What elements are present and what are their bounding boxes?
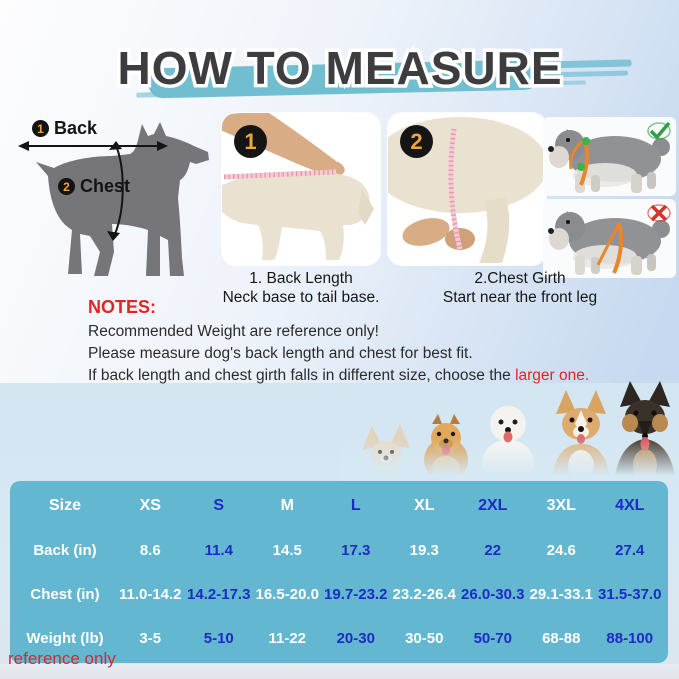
badge-1-icon: 1	[32, 120, 49, 137]
table-header-s: S	[213, 497, 225, 514]
table-cell: 11.4	[204, 541, 233, 559]
table-header-xs: XS	[139, 497, 161, 514]
step-1-caption-line1: 1. Back Length	[249, 270, 353, 287]
table-cell: 19.7-23.2	[324, 585, 388, 603]
table-cell: 11-22	[268, 629, 307, 647]
table-cell: 16.5-20.0	[255, 585, 319, 603]
step-2-caption-line2: Start near the front leg	[442, 289, 598, 306]
harness-wrong-photo	[543, 199, 676, 278]
table-cell: 26.0-30.3	[461, 585, 525, 603]
reference-only-note: reference only	[8, 649, 116, 668]
dogs-fade-overlay	[340, 438, 679, 481]
chest-girth-arrow-icon	[101, 141, 129, 241]
table-cell: 22	[484, 541, 502, 559]
table-cell: 11.0-14.2	[118, 585, 182, 603]
notes-section	[88, 297, 668, 387]
table-header-m: M	[280, 497, 294, 514]
step-1-caption-line2: Neck base to tail base.	[222, 289, 380, 306]
table-cell: 50-70	[473, 629, 512, 647]
table-cell: 24.6	[546, 541, 576, 559]
table-header-xl: XL	[414, 497, 435, 514]
table-cell: 20-30	[336, 629, 375, 647]
table-cell: 14.5	[272, 541, 302, 559]
badge-2-icon: 2	[58, 178, 75, 195]
chest-label-text: Chest	[80, 176, 131, 196]
row-back-label: Back (in)	[33, 541, 97, 559]
table-header-l: L	[350, 497, 361, 514]
step-2-badge: 2	[400, 125, 433, 158]
row-chest-label: Chest (in)	[30, 585, 100, 603]
notes-line-1: Recommended Weight are reference only!	[88, 323, 379, 340]
table-cell: 88-100	[606, 629, 654, 647]
step-2-caption-line1: 2.Chest Girth	[474, 270, 566, 287]
notes-line-2: Please measure dog's back length and chest for best fit.	[88, 345, 473, 362]
table-cell: 19.3	[409, 541, 439, 559]
back-label-text: Back	[54, 118, 98, 138]
table-cell: 8.6	[139, 541, 161, 559]
table-cell: 17.3	[341, 541, 371, 559]
size-chart-table	[10, 481, 668, 663]
table-cell: 5-10	[203, 629, 234, 647]
table-cell: 14.2-17.3	[187, 585, 251, 603]
notes-heading: NOTES:	[88, 297, 157, 317]
notes-line-3-highlight: larger one.	[515, 367, 590, 384]
chest-girth-photo	[388, 113, 546, 265]
cross-icon	[647, 203, 671, 223]
table-header-3xl: 3XL	[546, 497, 576, 514]
table-cell: 27.4	[615, 541, 645, 559]
title-banner	[0, 36, 679, 110]
row-weight-label: Weight (lb)	[26, 629, 104, 647]
table-header-size: Size	[48, 497, 81, 514]
table-cell: 68-88	[542, 629, 581, 647]
table-cell: 3-5	[139, 629, 162, 647]
page-title: HOW TO MEASURE	[117, 42, 563, 94]
notes-line-3-text: If back length and chest girth falls in different size, choose the	[88, 367, 516, 384]
back-length-arrow-icon	[18, 140, 168, 152]
table-header-4xl: 4XL	[615, 497, 645, 514]
table-cell: 30-50	[405, 629, 444, 647]
table-header-2xl: 2XL	[478, 497, 508, 514]
step-1-badge: 1	[234, 125, 267, 158]
table-cell: 29.1-33.1	[529, 585, 593, 603]
check-icon	[647, 121, 671, 141]
table-cell: 23.2-26.4	[392, 585, 456, 603]
back-measure-label	[32, 118, 97, 139]
table-cell: 31.5-37.0	[598, 585, 662, 603]
back-length-photo	[222, 113, 380, 265]
harness-correct-photo	[543, 117, 676, 196]
notes-line-3	[88, 365, 668, 387]
